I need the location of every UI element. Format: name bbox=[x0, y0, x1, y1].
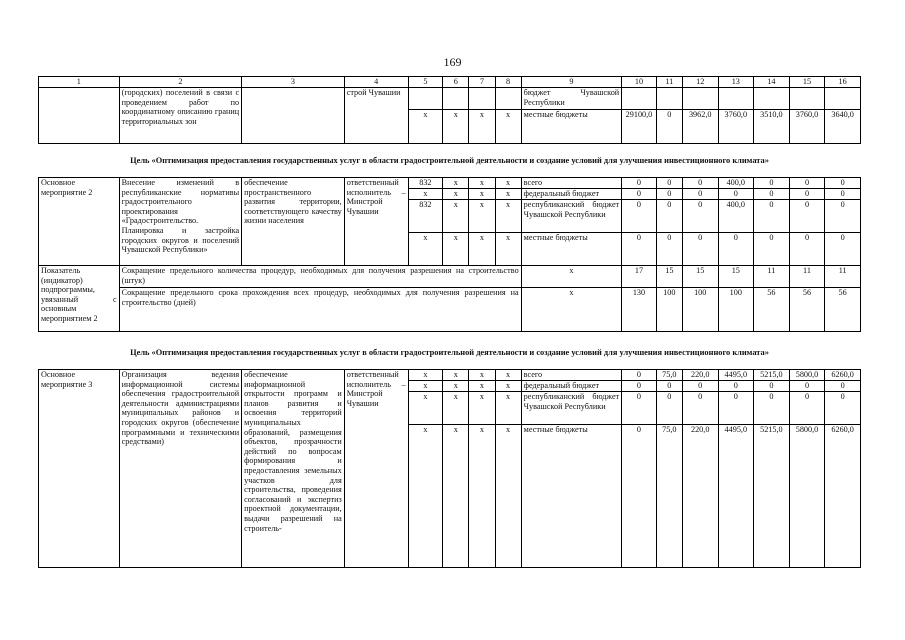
value-cell: 0 bbox=[682, 381, 718, 392]
cell bbox=[443, 88, 469, 110]
executor: ответственный исполнитель – Минстрой Чувашии bbox=[344, 370, 408, 568]
indicator-text: Сокращение предельного срока прохождения всех процедур, необходимых для получения разрешения на строительство (дней) bbox=[119, 288, 521, 332]
event-description: Организация ведения информационной системы обеспечения градостроительной деятельности администрациями муниципальных районов и городских округов (обеспечение программными и техническими средствами) bbox=[119, 370, 242, 568]
header-cell: 14 bbox=[754, 77, 790, 88]
cell bbox=[682, 88, 718, 110]
header-cell: 9 bbox=[521, 77, 622, 88]
value-cell: 0 bbox=[682, 233, 718, 266]
cell: x bbox=[469, 110, 495, 144]
value-cell: 0 bbox=[825, 178, 861, 189]
cell: x bbox=[495, 392, 521, 425]
value-cell: 100 bbox=[718, 288, 754, 332]
header-cell: 3 bbox=[242, 77, 345, 88]
table-event-3 bbox=[38, 369, 861, 568]
funding-source: местные бюджеты bbox=[521, 425, 622, 568]
event-goal: обеспечение информационной открытости программ и планов развития и освоения территорий муниципальных образований, размещения объектов, прозрачности действий по вопросам формирования и предоставления земельных участков для строительства, проведения согласований и экспертиз проектной документации, выдачи разрешений на строитель- bbox=[242, 370, 345, 568]
value-cell: 100 bbox=[682, 288, 718, 332]
value-cell: 56 bbox=[754, 288, 790, 332]
cell: x bbox=[408, 189, 443, 200]
cell bbox=[825, 88, 861, 110]
cell: x bbox=[443, 189, 469, 200]
value-cell: 4495,0 bbox=[718, 425, 754, 568]
table-row bbox=[39, 266, 861, 288]
header-cell: 10 bbox=[622, 77, 657, 88]
cell: x bbox=[408, 381, 443, 392]
cell bbox=[718, 88, 754, 110]
value-cell: 0 bbox=[622, 200, 657, 233]
value-cell: 0 bbox=[656, 381, 682, 392]
header-cell: 5 bbox=[408, 77, 443, 88]
header-cell: 8 bbox=[495, 77, 521, 88]
cell: x bbox=[495, 189, 521, 200]
cell: x bbox=[443, 178, 469, 189]
value-cell: 0 bbox=[789, 189, 825, 200]
table-top bbox=[38, 76, 861, 144]
value-cell: 400,0 bbox=[718, 200, 754, 233]
value-cell: 3510,0 bbox=[754, 110, 790, 144]
value-cell: 3640,0 bbox=[825, 110, 861, 144]
value-cell: 0 bbox=[789, 233, 825, 266]
value-cell: 0 bbox=[825, 233, 861, 266]
value-cell: 0 bbox=[622, 381, 657, 392]
value-cell: 3962,0 bbox=[682, 110, 718, 144]
cell: x bbox=[495, 233, 521, 266]
header-cell: 7 bbox=[469, 77, 495, 88]
value-cell: 0 bbox=[754, 233, 790, 266]
header-row bbox=[39, 77, 861, 88]
value-cell: 0 bbox=[622, 392, 657, 425]
value-cell: 0 bbox=[682, 200, 718, 233]
cell: x bbox=[495, 381, 521, 392]
header-cell: 2 bbox=[119, 77, 242, 88]
indicator-text: Сокращение предельного количества процедур, необходимых для получения разрешения на строительство (штук) bbox=[119, 266, 521, 288]
value-cell: 0 bbox=[656, 189, 682, 200]
header-cell: 16 bbox=[825, 77, 861, 88]
value-cell: 3760,0 bbox=[718, 110, 754, 144]
cell: 832 bbox=[408, 178, 443, 189]
value-cell: 0 bbox=[656, 178, 682, 189]
header-cell: 15 bbox=[789, 77, 825, 88]
table-row bbox=[39, 288, 861, 332]
funding-source: республиканский бюджет Чувашской Республики bbox=[521, 392, 622, 425]
table-event-2 bbox=[38, 177, 861, 332]
value-cell: 0 bbox=[682, 189, 718, 200]
cell: x bbox=[408, 392, 443, 425]
value-cell: 220,0 bbox=[682, 425, 718, 568]
table-row bbox=[39, 88, 861, 110]
value-cell: 0 bbox=[622, 425, 657, 568]
value-cell: 0 bbox=[718, 189, 754, 200]
cell: x bbox=[521, 288, 622, 332]
value-cell: 0 bbox=[754, 189, 790, 200]
value-cell: 0 bbox=[622, 178, 657, 189]
value-cell: 4495,0 bbox=[718, 370, 754, 381]
value-cell: 0 bbox=[718, 392, 754, 425]
cell bbox=[789, 88, 825, 110]
table-row bbox=[39, 178, 861, 189]
cell: x bbox=[521, 266, 622, 288]
value-cell: 6260,0 bbox=[825, 425, 861, 568]
funding-source: всего bbox=[521, 178, 622, 189]
executor: строй Чувашии bbox=[344, 88, 408, 144]
cell: x bbox=[495, 200, 521, 233]
goal-title: Цель «Оптимизация предоставления государственных услуг в области градостроительной деятельности и создание условий для улучшения инвестиционного климата» bbox=[130, 348, 769, 357]
value-cell: 0 bbox=[718, 233, 754, 266]
event-description: Внесение изменений в республиканские нормативы градостроительного проектирования «Градостроительство. Планировка и застройка городских округов и поселений Чувашской Республики» bbox=[119, 178, 242, 266]
cell: x bbox=[469, 233, 495, 266]
indicator-label: Показатель (индикатор) подпрограммы, увязанный с основным мероприятием 2 bbox=[39, 266, 120, 332]
value-cell: 6260,0 bbox=[825, 370, 861, 381]
cell: x bbox=[469, 189, 495, 200]
value-cell: 56 bbox=[789, 288, 825, 332]
value-cell: 17 bbox=[622, 266, 657, 288]
value-cell: 0 bbox=[789, 178, 825, 189]
funding-source: бюджет Чувашской Республики bbox=[521, 88, 622, 110]
cell: x bbox=[469, 392, 495, 425]
cell bbox=[469, 88, 495, 110]
value-cell: 0 bbox=[789, 392, 825, 425]
funding-source: федеральный бюджет bbox=[521, 189, 622, 200]
value-cell: 0 bbox=[718, 381, 754, 392]
value-cell: 56 bbox=[825, 288, 861, 332]
value-cell: 0 bbox=[754, 392, 790, 425]
cell: x bbox=[443, 233, 469, 266]
event-description: (городских) поселений в связи с проведением работ по координатному описанию границ территориальных зон bbox=[119, 88, 242, 144]
value-cell: 100 bbox=[656, 288, 682, 332]
cell: x bbox=[469, 425, 495, 568]
value-cell: 11 bbox=[825, 266, 861, 288]
cell: x bbox=[469, 370, 495, 381]
cell: x bbox=[495, 425, 521, 568]
value-cell: 0 bbox=[622, 370, 657, 381]
value-cell: 3760,0 bbox=[789, 110, 825, 144]
value-cell: 0 bbox=[754, 200, 790, 233]
cell bbox=[656, 88, 682, 110]
cell: x bbox=[495, 110, 521, 144]
cell: x bbox=[443, 392, 469, 425]
funding-source: местные бюджеты bbox=[521, 110, 622, 144]
event-name: Основное мероприятие 2 bbox=[39, 178, 120, 266]
value-cell: 220,0 bbox=[682, 370, 718, 381]
cell: x bbox=[408, 425, 443, 568]
value-cell: 130 bbox=[622, 288, 657, 332]
cell: x bbox=[495, 370, 521, 381]
value-cell: 0 bbox=[656, 392, 682, 425]
value-cell: 0 bbox=[825, 381, 861, 392]
cell: x bbox=[443, 110, 469, 144]
cell: x bbox=[469, 381, 495, 392]
value-cell: 0 bbox=[622, 189, 657, 200]
funding-source: республиканский бюджет Чувашской Республики bbox=[521, 200, 622, 233]
event-name: Основное мероприятие 3 bbox=[39, 370, 120, 568]
value-cell: 400,0 bbox=[718, 178, 754, 189]
cell: x bbox=[408, 370, 443, 381]
value-cell: 0 bbox=[825, 392, 861, 425]
cell: x bbox=[443, 381, 469, 392]
value-cell: 5800,0 bbox=[789, 425, 825, 568]
cell: x bbox=[443, 200, 469, 233]
value-cell: 75,0 bbox=[656, 370, 682, 381]
header-cell: 11 bbox=[656, 77, 682, 88]
value-cell: 75,0 bbox=[656, 425, 682, 568]
value-cell: 15 bbox=[656, 266, 682, 288]
value-cell: 11 bbox=[789, 266, 825, 288]
cell: x bbox=[443, 370, 469, 381]
value-cell: 0 bbox=[682, 392, 718, 425]
page-number: 169 bbox=[443, 55, 462, 69]
value-cell: 0 bbox=[789, 200, 825, 233]
value-cell: 5215,0 bbox=[754, 425, 790, 568]
value-cell: 0 bbox=[754, 381, 790, 392]
value-cell: 11 bbox=[754, 266, 790, 288]
value-cell: 5800,0 bbox=[789, 370, 825, 381]
value-cell: 0 bbox=[682, 178, 718, 189]
cell: 832 bbox=[408, 200, 443, 233]
value-cell: 0 bbox=[754, 178, 790, 189]
cell: x bbox=[469, 200, 495, 233]
value-cell: 5215,0 bbox=[754, 370, 790, 381]
value-cell: 15 bbox=[682, 266, 718, 288]
cell: x bbox=[408, 233, 443, 266]
cell bbox=[39, 88, 120, 144]
cell bbox=[754, 88, 790, 110]
header-cell: 1 bbox=[39, 77, 120, 88]
funding-source: местные бюджеты bbox=[521, 233, 622, 266]
value-cell: 29100,0 bbox=[622, 110, 657, 144]
event-goal: обеспечение пространственного развития территории, соответствующего качеству жизни населения bbox=[242, 178, 345, 266]
value-cell: 0 bbox=[656, 200, 682, 233]
goal-title: Цель «Оптимизация предоставления государственных услуг в области градостроительной деятельности и создание условий для улучшения инвестиционного климата» bbox=[130, 156, 769, 165]
header-cell: 4 bbox=[344, 77, 408, 88]
cell: x bbox=[408, 110, 443, 144]
cell: x bbox=[469, 178, 495, 189]
value-cell: 0 bbox=[789, 381, 825, 392]
cell: x bbox=[443, 425, 469, 568]
funding-source: федеральный бюджет bbox=[521, 381, 622, 392]
value-cell: 0 bbox=[656, 110, 682, 144]
funding-source: всего bbox=[521, 370, 622, 381]
cell bbox=[495, 88, 521, 110]
cell bbox=[242, 88, 345, 144]
value-cell: 0 bbox=[622, 233, 657, 266]
header-cell: 12 bbox=[682, 77, 718, 88]
cell bbox=[622, 88, 657, 110]
value-cell: 15 bbox=[718, 266, 754, 288]
table-row bbox=[39, 370, 861, 381]
header-cell: 13 bbox=[718, 77, 754, 88]
value-cell: 0 bbox=[825, 200, 861, 233]
cell bbox=[408, 88, 443, 110]
value-cell: 0 bbox=[656, 233, 682, 266]
executor: ответственный исполнитель – Минстрой Чувашии bbox=[344, 178, 408, 266]
header-cell: 6 bbox=[443, 77, 469, 88]
cell: x bbox=[495, 178, 521, 189]
value-cell: 0 bbox=[825, 189, 861, 200]
